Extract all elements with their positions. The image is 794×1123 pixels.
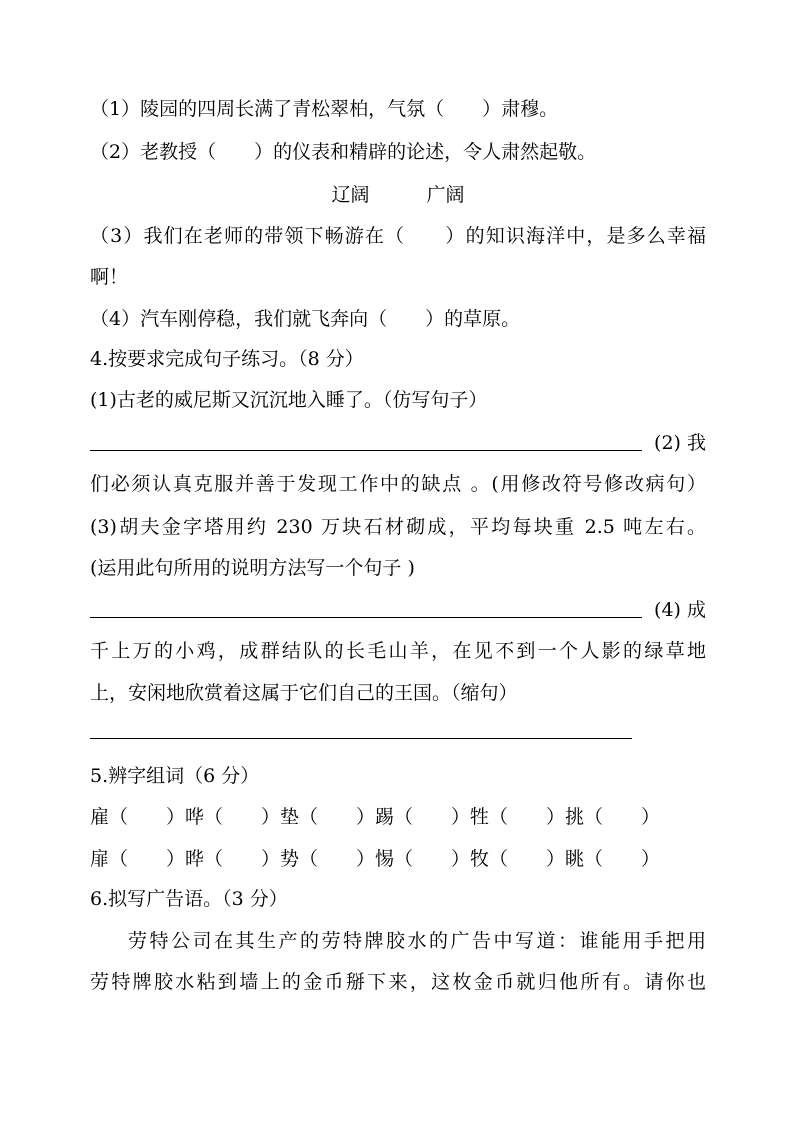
q3-word-options: 辽阔 广阔 xyxy=(331,184,465,206)
q4-part-1: (1)古老的威尼斯又沉沉地入睡了。（仿写句子） xyxy=(90,389,488,411)
q3-sentence-2: （2）老教授（ ）的仪表和精辟的论述，令人肃然起敬。 xyxy=(90,141,597,163)
q5-title: 5.辨字组词（6 分） xyxy=(90,765,260,787)
q4-part-4-start: (4) 成 xyxy=(654,599,706,621)
q4-part-2-start: (2) 我 xyxy=(654,432,706,454)
q6-paragraph-cont: 劳特牌胶水粘到墙上的金币掰下来，这枚金币就归他所有。请你也 xyxy=(90,971,706,993)
q6-paragraph: 劳特公司在其生产的劳特牌胶水的广告中写道：谁能用手把用 xyxy=(128,930,706,952)
answer-blank[interactable] xyxy=(90,738,632,739)
q4-part-2: 们必须认真克服并善于发现工作中的缺点 。(用修改符号修改病句） xyxy=(90,473,706,495)
q4-part-3: (3)胡夫金字塔用约 230 万块石材砌成，平均每块重 2.5 吨左右。 xyxy=(90,516,706,538)
answer-blank[interactable] xyxy=(90,617,642,618)
q5-row-2: 扉（ ）晔（ ）势（ ）惕（ ）牧（ ）眺（ ） xyxy=(90,848,661,870)
q4-answer-line-2-row xyxy=(90,597,706,623)
q3-sentence-1: （1）陵园的四周长满了青松翠柏，气氛（ ）肃穆。 xyxy=(90,98,559,120)
q4-answer-line-3-row xyxy=(90,718,706,744)
q3-sentence-3-cont: 啊！ xyxy=(90,266,129,288)
q5-row-1: 雇（ ）哗（ ）垫（ ）踢（ ）牲（ ）挑（ ） xyxy=(90,806,661,828)
q4-title: 4.按要求完成句子练习。（8 分） xyxy=(90,348,364,370)
q6-title: 6.拟写广告语。（3 分） xyxy=(90,888,288,910)
q4-part-4-cont: 上，安闲地欣赏着这属于它们自己的王国。（缩句） xyxy=(90,682,518,704)
q4-answer-line-1-row xyxy=(90,430,706,456)
q3-sentence-4: （4）汽车刚停稳，我们就飞奔向（ ）的草原。 xyxy=(90,308,521,330)
q3-sentence-3: （3）我们在老师的带领下畅游在（ ）的知识海洋中，是多么幸福 xyxy=(90,225,706,247)
q4-part-4: 千上万的小鸡，成群结队的长毛山羊，在见不到一个人影的绿草地 xyxy=(90,640,706,662)
q4-part-3-instruction: (运用此句所用的说明方法写一个句子 ) xyxy=(90,557,415,579)
answer-blank[interactable] xyxy=(90,450,642,451)
